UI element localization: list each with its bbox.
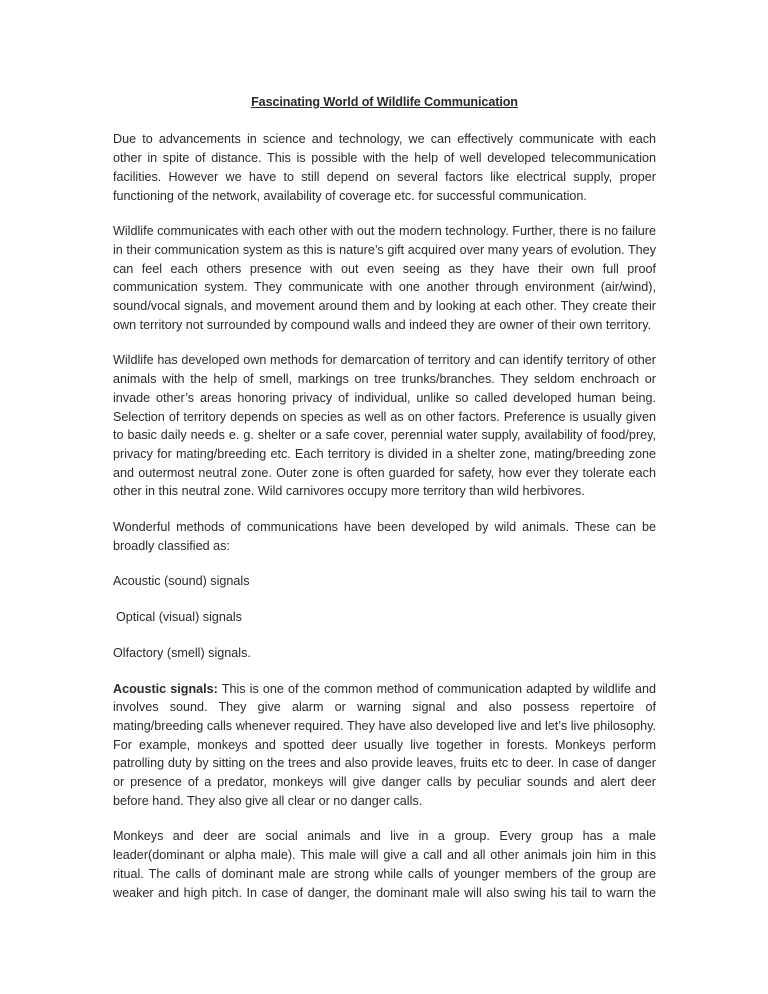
paragraph-wildlife-communication: Wildlife communicates with each other with out the modern technology. Further, there is no failure in their communication system as this is nature’s gift acquired over many years of evolution. They can feel each others presence with out even seeing as they have their own full proof communication system. They communicate with one another through environment (air/wind), sound/vocal signals, and movement around them and by looking at each other. They create their own territory not surrounded by compound walls and indeed they are owner of their own territory. [113, 224, 656, 332]
document-title: Fascinating World of Wildlife Communication [251, 95, 518, 109]
paragraph-territory: Wildlife has developed own methods for demarcation of territory and can identify territory of other animals with the help of smell, markings on tree trunks/branches. They seldom enchroach or invade other’s areas honoring privacy of individual, unlike so called developed human being. Selection of territory depends on species as well as on other factors. Preference is usually given to basic daily needs e. g. shelter or a safe cover, perennial water supply, availability of food/prey, privacy for mating/breeding etc. Each territory is divided in a shelter zone, mating/breeding zone and outermost neutral zone. Outer zone is often guarded for safety, how ever they tolerate each other in this neutral zone. Wild carnivores occupy more territory than wild herbivores. [113, 353, 656, 499]
signal-type-olfactory: Olfactory (smell) signals. [113, 645, 251, 660]
paragraph-classification: Wonderful methods of communications have been developed by wild animals. These can be broadly classified as: [113, 520, 656, 553]
acoustic-signals-body: This is one of the common method of communication adapted by wildlife and involves sound. They give alarm or warning signal and also possess repertoire of mating/breeding calls whenever required. They have also developed live and let’s live philosophy. For example, monkeys and spotted deer usually live together in forests. Monkeys perform patrolling duty by sitting on the trees and also provide leaves, fruits etc to deer. In case of danger or presence of a predator, monkeys will give danger calls by peculiar sounds and alert deer before hand. They also give all clear or no danger calls. [113, 681, 657, 808]
section-heading-acoustic: Acoustic signals: [113, 681, 218, 696]
paragraph-intro: Due to advancements in science and technology, we can effectively communicate with each other in spite of distance. This is possible with the help of well developed telecommunication facilities. However we have to still depend on several factors like electrical supply, proper functioning of the network, availability of coverage etc. for successful communication. [113, 132, 656, 203]
paragraph-acoustic-signals [113, 680, 656, 811]
paragraph-social-animals: Monkeys and deer are social animals and live in a group. Every group has a male leader(dominant or alpha male). This male will give a call and all other animals join him in this ritual. The calls of dominant male are strong while calls of younger members of the group are weaker and high pitch. In case of danger, the dominant male will also swing his tail to warn the [113, 829, 656, 900]
signal-type-acoustic: Acoustic (sound) signals [113, 574, 250, 589]
document-page [113, 93, 656, 919]
signal-type-optical: Optical (visual) signals [116, 610, 242, 625]
